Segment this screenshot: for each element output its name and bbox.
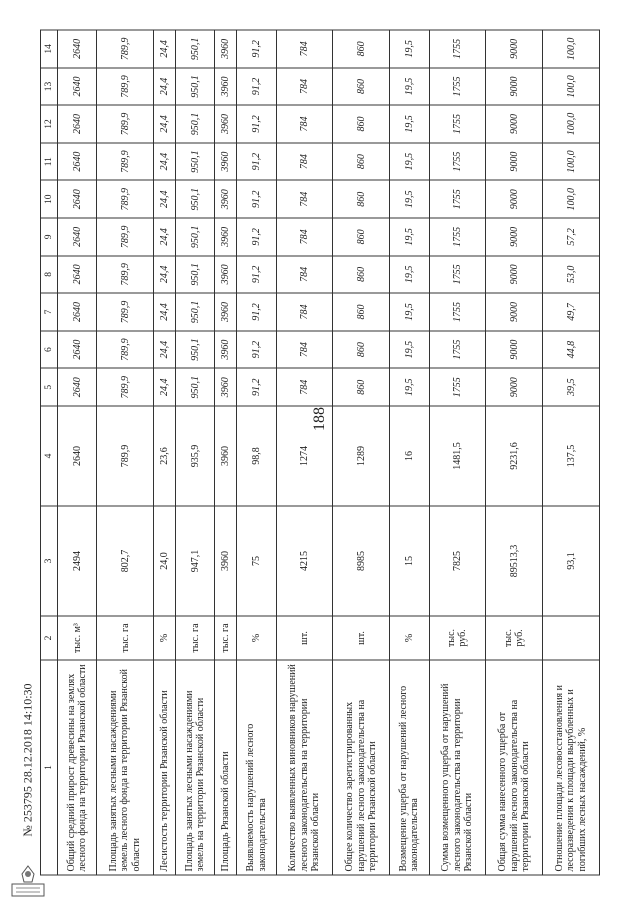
value-col-11: 2640 bbox=[58, 142, 97, 180]
value-col-8: 784 bbox=[276, 255, 333, 293]
value-col-12: 91,2 bbox=[237, 105, 276, 143]
value-col-13: 2640 bbox=[58, 67, 97, 105]
indicator-label: Выявляемость нарушений лесного законодательства bbox=[237, 660, 276, 875]
table-header-row bbox=[41, 30, 58, 875]
header-cell-10: 10 bbox=[41, 180, 58, 218]
value-col-9: 1755 bbox=[429, 218, 486, 256]
value-col-3: 7825 bbox=[429, 506, 486, 616]
value-col-11: 789,9 bbox=[97, 142, 154, 180]
value-col-11: 950,1 bbox=[176, 142, 215, 180]
value-col-13: 91,2 bbox=[237, 67, 276, 105]
header-cell-11: 11 bbox=[41, 142, 58, 180]
value-col-3: 15 bbox=[390, 506, 429, 616]
value-col-9: 91,2 bbox=[237, 218, 276, 256]
value-col-12: 9000 bbox=[486, 105, 543, 143]
value-col-14: 100,0 bbox=[543, 30, 600, 68]
value-col-3: 802,7 bbox=[97, 506, 154, 616]
value-col-3: 24,0 bbox=[154, 506, 176, 616]
table-row bbox=[486, 30, 543, 875]
indicator-label: Общая сумма нанесенного ущерба от нарушений лесного законодательства на территории Рязанской области bbox=[486, 660, 543, 875]
table-row bbox=[176, 30, 215, 875]
value-col-9: 789,9 bbox=[97, 218, 154, 256]
value-col-5: 39,5 bbox=[543, 368, 600, 406]
value-col-14: 860 bbox=[333, 30, 390, 68]
value-col-12: 860 bbox=[333, 105, 390, 143]
header-cell-14: 14 bbox=[41, 30, 58, 68]
header-cell-7: 7 bbox=[41, 293, 58, 331]
value-col-9: 784 bbox=[276, 218, 333, 256]
value-col-11: 860 bbox=[333, 142, 390, 180]
table-row bbox=[237, 30, 276, 875]
value-col-12: 784 bbox=[276, 105, 333, 143]
value-col-12: 789,9 bbox=[97, 105, 154, 143]
document-stamp-text: № 253795 28.12.2018 14:10:30 bbox=[20, 683, 35, 837]
value-col-11: 3960 bbox=[215, 142, 237, 180]
value-col-4: 98,8 bbox=[237, 406, 276, 506]
value-col-3: 3960 bbox=[215, 506, 237, 616]
indicator-label: Сумма возмещенного ущерба от нарушений лесного законодательства на территории Рязанской области bbox=[429, 660, 486, 875]
value-col-14: 24,4 bbox=[154, 30, 176, 68]
value-col-14: 91,2 bbox=[237, 30, 276, 68]
value-col-8: 2640 bbox=[58, 255, 97, 293]
value-col-10: 1755 bbox=[429, 180, 486, 218]
value-col-7: 2640 bbox=[58, 293, 97, 331]
value-col-9: 19,5 bbox=[390, 218, 429, 256]
value-col-8: 91,2 bbox=[237, 255, 276, 293]
value-col-9: 57,2 bbox=[543, 218, 600, 256]
value-col-7: 950,1 bbox=[176, 293, 215, 331]
value-col-10: 950,1 bbox=[176, 180, 215, 218]
value-col-7: 1755 bbox=[429, 293, 486, 331]
value-col-11: 9000 bbox=[486, 142, 543, 180]
indicator-label: Возмещение ущерба от нарушений лесного законодательства bbox=[390, 660, 429, 875]
value-col-12: 19,5 bbox=[390, 105, 429, 143]
unit-cell: тыс. га bbox=[97, 616, 154, 660]
value-col-4: 9231,6 bbox=[486, 406, 543, 506]
header-cell-13: 13 bbox=[41, 67, 58, 105]
value-col-4: 23,6 bbox=[154, 406, 176, 506]
indicator-label: Количество выявленных виновников нарушений лесного законодательства на территории Рязанской области bbox=[276, 660, 333, 875]
unit-cell: шт. bbox=[276, 616, 333, 660]
value-col-11: 91,2 bbox=[237, 142, 276, 180]
value-col-6: 19,5 bbox=[390, 330, 429, 368]
value-col-9: 9000 bbox=[486, 218, 543, 256]
unit-cell: тыс. га bbox=[176, 616, 215, 660]
indicator-label: Площадь занятых лесными насаждениями земель на территории Рязанской области bbox=[176, 660, 215, 875]
value-col-4: 1274 bbox=[276, 406, 333, 506]
emblem-seal-icon bbox=[8, 862, 48, 900]
indicator-label: Общий средний прирост древесины на землях лесного фонда на территории Рязанской области bbox=[58, 660, 97, 875]
rotated-table-container bbox=[40, 30, 600, 875]
table-row bbox=[543, 30, 600, 875]
indicator-label: Общее количество зарегистрированных нарушений лесного законодательства на территории Рязанской области bbox=[333, 660, 390, 875]
value-col-5: 2640 bbox=[58, 368, 97, 406]
value-col-14: 9000 bbox=[486, 30, 543, 68]
value-col-14: 784 bbox=[276, 30, 333, 68]
value-col-4: 16 bbox=[390, 406, 429, 506]
value-col-10: 24,4 bbox=[154, 180, 176, 218]
value-col-3: 8985 bbox=[333, 506, 390, 616]
unit-cell: шт. bbox=[333, 616, 390, 660]
value-col-8: 24,4 bbox=[154, 255, 176, 293]
header-cell-3: 3 bbox=[41, 506, 58, 616]
value-col-8: 1755 bbox=[429, 255, 486, 293]
value-col-5: 9000 bbox=[486, 368, 543, 406]
value-col-6: 24,4 bbox=[154, 330, 176, 368]
value-col-14: 2640 bbox=[58, 30, 97, 68]
value-col-3: 2494 bbox=[58, 506, 97, 616]
table-row bbox=[390, 30, 429, 875]
value-col-6: 2640 bbox=[58, 330, 97, 368]
table-row bbox=[429, 30, 486, 875]
table-row bbox=[58, 30, 97, 875]
unit-cell: % bbox=[237, 616, 276, 660]
value-col-10: 3960 bbox=[215, 180, 237, 218]
value-col-7: 24,4 bbox=[154, 293, 176, 331]
value-col-11: 24,4 bbox=[154, 142, 176, 180]
value-col-3: 947,1 bbox=[176, 506, 215, 616]
value-col-8: 860 bbox=[333, 255, 390, 293]
value-col-13: 950,1 bbox=[176, 67, 215, 105]
value-col-13: 9000 bbox=[486, 67, 543, 105]
page-number: 188 bbox=[311, 407, 328, 431]
value-col-9: 950,1 bbox=[176, 218, 215, 256]
value-col-5: 3960 bbox=[215, 368, 237, 406]
value-col-10: 91,2 bbox=[237, 180, 276, 218]
value-col-7: 19,5 bbox=[390, 293, 429, 331]
indicator-label: Отношение площади лесовосстановления и лесоразведения к площади вырубленных и погибших лесных насаждений, % bbox=[543, 660, 600, 875]
unit-cell: тыс. руб. bbox=[486, 616, 543, 660]
value-col-6: 44,8 bbox=[543, 330, 600, 368]
header-cell-2: 2 bbox=[41, 616, 58, 660]
value-col-7: 860 bbox=[333, 293, 390, 331]
value-col-8: 9000 bbox=[486, 255, 543, 293]
value-col-10: 100,0 bbox=[543, 180, 600, 218]
header-cell-1: 1 bbox=[41, 660, 58, 875]
value-col-14: 950,1 bbox=[176, 30, 215, 68]
value-col-13: 784 bbox=[276, 67, 333, 105]
value-col-13: 24,4 bbox=[154, 67, 176, 105]
header-cell-12: 12 bbox=[41, 105, 58, 143]
value-col-9: 2640 bbox=[58, 218, 97, 256]
value-col-14: 19,5 bbox=[390, 30, 429, 68]
value-col-13: 860 bbox=[333, 67, 390, 105]
value-col-4: 789,9 bbox=[97, 406, 154, 506]
value-col-8: 950,1 bbox=[176, 255, 215, 293]
value-col-13: 100,0 bbox=[543, 67, 600, 105]
value-col-3: 4215 bbox=[276, 506, 333, 616]
indicator-label: Площадь занятых лесными насаждениями земель лесного фонда на территории Рязанской области bbox=[97, 660, 154, 875]
value-col-8: 53,0 bbox=[543, 255, 600, 293]
value-col-5: 1755 bbox=[429, 368, 486, 406]
header-cell-6: 6 bbox=[41, 330, 58, 368]
value-col-3: 93,1 bbox=[543, 506, 600, 616]
value-col-4: 1481,5 bbox=[429, 406, 486, 506]
value-col-5: 784 bbox=[276, 368, 333, 406]
value-col-4: 1289 bbox=[333, 406, 390, 506]
indicator-label: Лесистость территории Рязанской области bbox=[154, 660, 176, 875]
value-col-4: 935,9 bbox=[176, 406, 215, 506]
value-col-8: 3960 bbox=[215, 255, 237, 293]
table-row bbox=[154, 30, 176, 875]
table-row bbox=[333, 30, 390, 875]
value-col-7: 789,9 bbox=[97, 293, 154, 331]
value-col-14: 1755 bbox=[429, 30, 486, 68]
value-col-12: 100,0 bbox=[543, 105, 600, 143]
value-col-14: 3960 bbox=[215, 30, 237, 68]
value-col-7: 91,2 bbox=[237, 293, 276, 331]
value-col-12: 1755 bbox=[429, 105, 486, 143]
value-col-9: 24,4 bbox=[154, 218, 176, 256]
value-col-8: 789,9 bbox=[97, 255, 154, 293]
value-col-13: 3960 bbox=[215, 67, 237, 105]
value-col-6: 91,2 bbox=[237, 330, 276, 368]
table-body bbox=[58, 30, 600, 875]
value-col-6: 789,9 bbox=[97, 330, 154, 368]
value-col-6: 860 bbox=[333, 330, 390, 368]
value-col-11: 19,5 bbox=[390, 142, 429, 180]
table-row bbox=[215, 30, 237, 875]
value-col-10: 789,9 bbox=[97, 180, 154, 218]
value-col-14: 789,9 bbox=[97, 30, 154, 68]
value-col-6: 3960 bbox=[215, 330, 237, 368]
header-cell-4: 4 bbox=[41, 406, 58, 506]
value-col-7: 49,7 bbox=[543, 293, 600, 331]
table-row bbox=[97, 30, 154, 875]
value-col-9: 860 bbox=[333, 218, 390, 256]
unit-cell: тыс. га bbox=[215, 616, 237, 660]
value-col-7: 784 bbox=[276, 293, 333, 331]
value-col-6: 784 bbox=[276, 330, 333, 368]
header-cell-5: 5 bbox=[41, 368, 58, 406]
value-col-3: 89513,3 bbox=[486, 506, 543, 616]
value-col-7: 3960 bbox=[215, 293, 237, 331]
table-row bbox=[276, 30, 333, 875]
value-col-10: 860 bbox=[333, 180, 390, 218]
unit-cell: % bbox=[390, 616, 429, 660]
data-table bbox=[40, 29, 600, 875]
value-col-5: 91,2 bbox=[237, 368, 276, 406]
header-cell-8: 8 bbox=[41, 255, 58, 293]
value-col-12: 2640 bbox=[58, 105, 97, 143]
value-col-9: 3960 bbox=[215, 218, 237, 256]
value-col-4: 137,5 bbox=[543, 406, 600, 506]
value-col-12: 950,1 bbox=[176, 105, 215, 143]
indicator-label: Площадь Рязанской области bbox=[215, 660, 237, 875]
unit-cell bbox=[543, 616, 600, 660]
value-col-10: 9000 bbox=[486, 180, 543, 218]
unit-cell: % bbox=[154, 616, 176, 660]
value-col-6: 9000 bbox=[486, 330, 543, 368]
value-col-11: 784 bbox=[276, 142, 333, 180]
value-col-5: 789,9 bbox=[97, 368, 154, 406]
value-col-11: 100,0 bbox=[543, 142, 600, 180]
value-col-3: 75 bbox=[237, 506, 276, 616]
value-col-10: 19,5 bbox=[390, 180, 429, 218]
value-col-13: 19,5 bbox=[390, 67, 429, 105]
value-col-13: 789,9 bbox=[97, 67, 154, 105]
unit-cell: тыс. м³ bbox=[58, 616, 97, 660]
value-col-5: 24,4 bbox=[154, 368, 176, 406]
value-col-4: 2640 bbox=[58, 406, 97, 506]
value-col-12: 3960 bbox=[215, 105, 237, 143]
value-col-8: 19,5 bbox=[390, 255, 429, 293]
value-col-10: 2640 bbox=[58, 180, 97, 218]
value-col-10: 784 bbox=[276, 180, 333, 218]
value-col-11: 1755 bbox=[429, 142, 486, 180]
value-col-5: 860 bbox=[333, 368, 390, 406]
value-col-13: 1755 bbox=[429, 67, 486, 105]
unit-cell: тыс. руб. bbox=[429, 616, 486, 660]
value-col-5: 950,1 bbox=[176, 368, 215, 406]
value-col-4: 3960 bbox=[215, 406, 237, 506]
value-col-6: 950,1 bbox=[176, 330, 215, 368]
value-col-6: 1755 bbox=[429, 330, 486, 368]
value-col-7: 9000 bbox=[486, 293, 543, 331]
value-col-12: 24,4 bbox=[154, 105, 176, 143]
value-col-5: 19,5 bbox=[390, 368, 429, 406]
header-cell-9: 9 bbox=[41, 218, 58, 256]
